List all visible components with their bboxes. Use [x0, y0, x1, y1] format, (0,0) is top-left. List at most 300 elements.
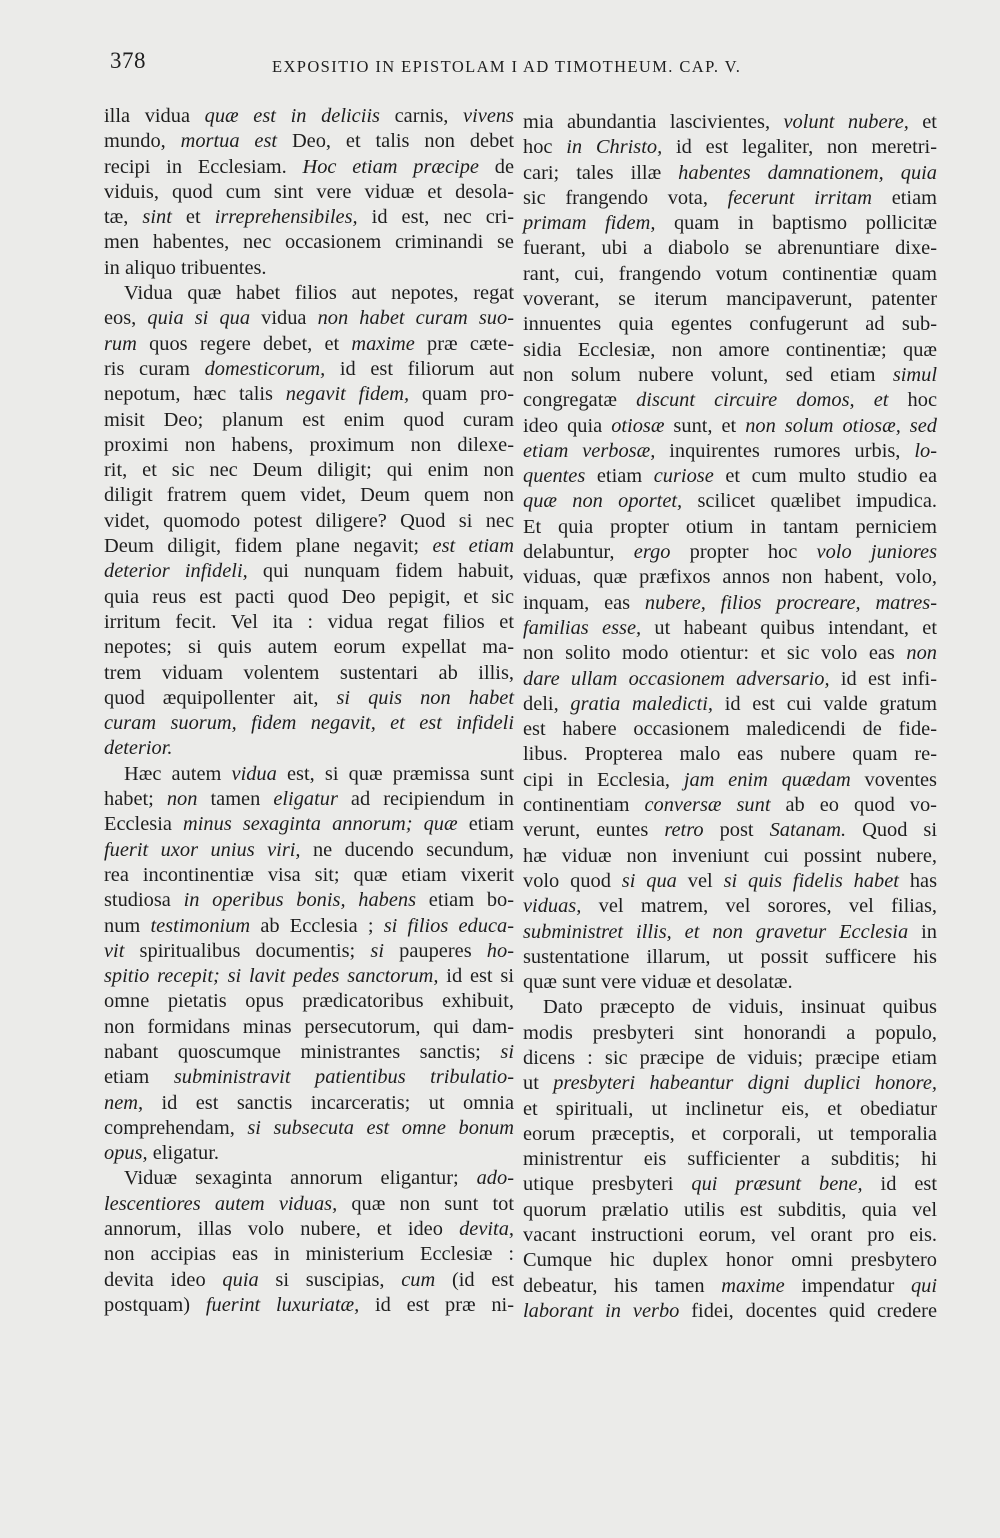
italic-segment: ergo	[633, 541, 671, 564]
text-line	[523, 995, 937, 1020]
text-line	[104, 939, 514, 964]
text-line	[104, 408, 514, 433]
italic-segment: nem,	[104, 1091, 144, 1114]
italic-segment: vidua	[231, 762, 277, 785]
text-segment: congregatæ	[523, 389, 637, 412]
text-segment: nepotes; si quis autem eorum expellat ma-	[104, 636, 514, 659]
text-segment: fuerant, ubi a diabolo se abrenuntiare dixe-	[523, 237, 937, 260]
italic-segment: habentes damnationem, quia	[678, 161, 937, 184]
text-segment: non solito modo otientur: et sic volo eas	[523, 642, 907, 665]
text-line	[523, 945, 937, 970]
italic-segment: curam suorum, fidem negavit, et est infideli	[104, 712, 514, 735]
text-line	[104, 483, 514, 508]
italic-segment: eligatur	[273, 788, 338, 811]
text-segment: annorum, illas volo nubere, et ideo	[104, 1218, 460, 1241]
text-line	[523, 439, 937, 464]
text-line	[104, 1268, 514, 1293]
text-line	[523, 768, 937, 793]
text-segment: quia reus est pacti quod Deo pepigit, et sic	[104, 585, 514, 608]
text-segment: quam in baptismo pollicitæ	[655, 212, 937, 235]
text-segment: quos regere debet, et	[136, 332, 352, 355]
italic-segment: qui præsunt bene,	[691, 1173, 863, 1196]
italic-segment: maxime	[721, 1274, 785, 1297]
text-segment: Cumque hic duplex honor omni presbytero	[523, 1249, 937, 1272]
text-line	[523, 464, 937, 489]
text-segment: præ cæte-	[414, 332, 514, 355]
text-line	[523, 1147, 937, 1172]
italic-segment: Hoc etiam præcipe	[302, 155, 479, 178]
text-segment: in	[908, 920, 937, 943]
text-line	[523, 1097, 937, 1122]
text-segment: verunt, euntes	[523, 819, 665, 842]
text-line	[104, 1217, 514, 1242]
italic-segment: non solum otiosæ, sed	[745, 414, 937, 437]
text-segment: propter hoc	[670, 541, 817, 564]
text-line	[523, 818, 937, 843]
text-line	[523, 616, 937, 641]
text-line	[104, 1192, 514, 1217]
text-line	[104, 281, 514, 306]
italic-segment: rum	[104, 332, 137, 355]
italic-segment: dare ullam occasionem adversario,	[523, 667, 830, 690]
text-segment: scilicet quælibet impudica.	[682, 490, 938, 513]
text-segment: Quod si	[846, 819, 938, 842]
italic-segment: minus sexaginta annorum; quæ	[183, 813, 458, 836]
text-segment: proximi non habens, proximum non dilexe-	[104, 433, 514, 456]
text-line	[104, 635, 514, 660]
text-segment: vidua	[250, 307, 318, 330]
italic-segment: nubere, filios procreare, matres-	[644, 591, 937, 614]
text-segment: comprehendam,	[104, 1116, 248, 1139]
italic-segment: vivens	[463, 105, 514, 127]
text-line	[104, 180, 514, 205]
text-segment: devita ideo	[104, 1268, 223, 1291]
text-line	[104, 509, 514, 534]
text-segment: est, si quæ præmissa sunt	[276, 762, 514, 785]
italic-segment: fuerit uxor unius viri,	[104, 838, 301, 861]
text-line	[523, 540, 937, 565]
text-segment: voverant, se iterum mancipaverunt, patenter	[523, 288, 937, 311]
text-line	[104, 1015, 514, 1040]
text-line	[523, 717, 937, 742]
italic-segment: in Christo,	[566, 136, 663, 159]
text-line	[523, 489, 937, 514]
text-segment: postquam)	[104, 1293, 206, 1316]
italic-segment: maxime	[351, 332, 415, 355]
text-line	[104, 332, 514, 357]
italic-segment: lo-	[914, 439, 937, 462]
italic-segment: testimonium	[150, 914, 251, 937]
text-line	[104, 610, 514, 635]
text-line	[523, 920, 937, 945]
text-segment: nepotum, hæc talis	[104, 383, 286, 406]
text-line	[104, 914, 514, 939]
text-segment: etiam	[871, 186, 937, 209]
italic-segment: fecerunt irritam	[727, 186, 872, 209]
text-segment: ministrentur eis sufficienter a subditis; hi	[523, 1148, 937, 1171]
text-line	[104, 1040, 514, 1065]
text-line	[523, 110, 937, 135]
text-segment: utique presbyteri	[523, 1173, 692, 1196]
text-segment: hæ viduæ non inveniunt cui possint nubere,	[523, 844, 937, 867]
text-line	[104, 686, 514, 711]
italic-segment: est etiam	[432, 535, 514, 558]
text-segment: hoc	[888, 389, 937, 412]
italic-segment: non	[166, 788, 198, 811]
text-segment: etiam	[457, 813, 514, 836]
text-segment: eos,	[104, 307, 148, 330]
text-line	[523, 1021, 937, 1046]
italic-segment: subministret illis, et non gravetur Ecclesia	[523, 920, 909, 943]
text-segment: id est cui valde gratum	[712, 692, 937, 715]
text-line	[523, 894, 937, 919]
text-line	[104, 205, 514, 230]
text-line	[523, 1198, 937, 1223]
text-segment: quæ non sunt tot	[337, 1192, 514, 1215]
text-line	[104, 433, 514, 458]
text-line	[523, 135, 937, 160]
text-segment: sidia Ecclesiæ, non amore continentiæ; quæ	[523, 338, 937, 361]
text-line	[523, 211, 937, 236]
italic-segment: si quis non habet	[336, 686, 514, 709]
text-segment: id est, nec cri-	[357, 206, 514, 229]
text-line	[104, 306, 514, 331]
text-segment: in aliquo tribuentes.	[104, 256, 267, 279]
italic-segment: ho-	[486, 939, 514, 962]
text-segment: non solum nubere volunt, sed etiam	[523, 363, 893, 386]
text-segment: id est infi-	[829, 667, 937, 690]
text-segment: has	[898, 869, 938, 892]
italic-segment: si	[500, 1040, 514, 1063]
italic-segment: non	[906, 642, 937, 665]
text-segment: non formidans minas persecutorum, qui dam-	[104, 1015, 514, 1038]
text-line	[523, 667, 937, 692]
text-segment: rit, et sic nec Deum diligit; qui enim non	[104, 459, 514, 482]
text-segment: videt, quomodo potest diligere? Quod si nec	[104, 509, 514, 532]
text-segment: Viduæ sexaginta annorum eligantur;	[124, 1167, 477, 1190]
italic-segment: presbyteri habeantur digni duplici honore,	[553, 1072, 937, 1095]
text-segment: voventes	[850, 768, 937, 791]
text-segment: sustentatione illarum, ut possit sufficere his	[523, 945, 937, 968]
text-segment: ab Ecclesia ;	[250, 914, 384, 937]
text-segment: inquirentes rumores urbis,	[655, 439, 915, 462]
text-segment: Ecclesia	[104, 813, 184, 836]
text-segment: qui nunquam fidem habuit,	[247, 560, 514, 583]
italic-segment: cum	[401, 1268, 436, 1291]
text-segment: omne pietatis opus prædicatoribus exhibuit,	[104, 990, 514, 1013]
italic-segment: lescentiores autem viduas,	[104, 1192, 338, 1215]
text-segment: etiam	[104, 1066, 174, 1089]
text-line	[104, 1091, 514, 1116]
text-line	[523, 1046, 937, 1071]
text-segment: ut habeant quibus intendant, et	[641, 616, 937, 639]
text-segment: et	[171, 206, 215, 229]
text-segment: sunt, et	[664, 414, 746, 437]
text-line	[523, 970, 937, 995]
text-segment: est habere occasionem maledicendi de fide-	[523, 718, 937, 741]
italic-segment: conversæ sunt	[644, 794, 771, 817]
text-segment: mia abundantia lascivientes,	[523, 111, 784, 133]
italic-segment: viduas,	[523, 895, 582, 918]
text-segment: id est legaliter, non meretri-	[662, 136, 938, 159]
text-segment: viduis, quod cum sint vere viduæ et desola-	[104, 180, 514, 203]
text-line	[104, 989, 514, 1014]
text-segment: nabant quoscumque ministrantes sanctis;	[104, 1040, 501, 1063]
italic-segment: quia	[222, 1268, 259, 1291]
text-segment: modis presbyteri sint honorandi a populo,	[523, 1021, 937, 1044]
text-segment: de	[478, 155, 514, 178]
text-line	[523, 414, 937, 439]
text-line	[523, 161, 937, 186]
italic-segment: devita,	[459, 1218, 514, 1241]
text-segment: studiosa	[104, 889, 184, 912]
text-segment: diligit fratrem quem videt, Deum quem non	[104, 484, 514, 507]
text-line	[104, 711, 514, 736]
text-segment: tæ,	[104, 206, 143, 229]
text-segment: id est præ ni-	[359, 1293, 514, 1316]
text-segment: inquam, eas	[523, 591, 645, 614]
text-line	[104, 382, 514, 407]
right-text-column	[523, 110, 937, 1324]
text-line	[104, 787, 514, 812]
italic-segment: qui	[910, 1274, 938, 1297]
text-segment: deli,	[523, 692, 571, 715]
text-segment: quam pro-	[409, 383, 515, 406]
text-segment: habet;	[104, 788, 167, 811]
text-line	[523, 1274, 937, 1299]
italic-segment: spitio recepit; si lavit pedes sanctorum,	[104, 965, 439, 988]
text-segment: eorum præceptis, et corporali, ut temporalia	[523, 1122, 937, 1145]
text-segment: ut	[523, 1072, 554, 1095]
text-segment: cari; tales illæ	[523, 161, 679, 184]
italic-segment: fuerint luxuriatæ,	[205, 1293, 360, 1316]
italic-segment: volunt nubere,	[783, 111, 909, 133]
text-segment: viduas, quæ præfixos annos non habent, volo,	[523, 566, 937, 589]
italic-segment: jam enim quædam	[683, 768, 851, 791]
italic-segment: Satanam.	[769, 819, 847, 842]
text-line	[104, 762, 514, 787]
text-segment: vel matrem, vel sorores, vel filias,	[581, 895, 937, 918]
text-segment: ris curam	[104, 357, 205, 380]
text-segment: Vidua quæ habet filios aut nepotes, regat	[124, 282, 514, 305]
italic-segment: opus,	[104, 1142, 148, 1165]
italic-segment: quia si qua	[147, 307, 251, 330]
text-line	[523, 236, 937, 261]
text-segment: illa vidua	[104, 105, 205, 127]
text-line	[104, 812, 514, 837]
italic-segment: quentes	[523, 465, 586, 488]
text-segment: id est	[862, 1173, 937, 1196]
italic-segment: sint	[142, 206, 172, 229]
text-line	[104, 736, 514, 761]
italic-segment: discunt circuire domos, et	[636, 389, 889, 412]
text-segment: volo quod	[523, 869, 622, 892]
text-segment: quæ sunt vere viduæ et desolatæ.	[523, 971, 793, 994]
text-line	[523, 338, 937, 363]
italic-segment: etiam verbosæ,	[523, 439, 656, 462]
text-segment: Hæc autem	[124, 762, 232, 785]
italic-segment: ado-	[476, 1167, 514, 1190]
text-segment: mundo,	[104, 130, 181, 153]
text-segment: et cum multo studio ea	[713, 465, 938, 488]
italic-segment: negavit fidem,	[285, 383, 410, 406]
text-segment: sic frangendo vota,	[523, 186, 728, 209]
text-line	[104, 1065, 514, 1090]
text-segment: ab eo quod vo-	[770, 794, 937, 817]
text-segment: ne ducendo secundum,	[300, 838, 514, 861]
text-segment: ad recipiendum in	[337, 788, 514, 811]
italic-segment: si	[370, 939, 384, 962]
text-line	[523, 1172, 937, 1197]
text-segment: num	[104, 914, 151, 937]
italic-segment: simul	[892, 363, 937, 386]
text-line	[523, 869, 937, 894]
text-line	[104, 838, 514, 863]
text-segment: vel	[676, 869, 724, 892]
text-line	[104, 129, 514, 154]
italic-segment: non habet curam suo-	[317, 307, 514, 330]
italic-segment: otiosæ	[611, 414, 665, 437]
text-line	[104, 1166, 514, 1191]
text-segment: ideo quia	[523, 414, 612, 437]
italic-segment: retro	[664, 819, 704, 842]
text-segment: hoc	[523, 136, 567, 159]
text-line	[104, 534, 514, 559]
text-line	[104, 357, 514, 382]
text-segment: carnis,	[379, 105, 464, 127]
text-segment: quorum prælatio utilis est subditis, quia vel	[523, 1198, 937, 1221]
text-segment: Dato præcepto de viduis, insinuat quibus	[543, 996, 937, 1019]
text-segment: libus. Propterea malo eas nubere quam re-	[523, 743, 937, 766]
text-line	[523, 1122, 937, 1147]
italic-segment: gratia maledicti,	[570, 692, 713, 715]
text-line	[104, 863, 514, 888]
text-segment: vacant instructioni eorum, vel orant pro eis.	[523, 1224, 937, 1247]
italic-segment: subministravit patientibus tribulatio-	[173, 1066, 514, 1089]
text-segment: impendatur	[784, 1274, 911, 1297]
italic-segment: in operibus bonis, habens	[183, 889, 417, 912]
italic-segment: si qua	[621, 869, 677, 892]
text-line	[104, 230, 514, 255]
text-line	[523, 565, 937, 590]
text-line	[104, 585, 514, 610]
text-line	[104, 1293, 514, 1318]
text-segment: eligatur.	[147, 1142, 219, 1165]
text-line	[523, 186, 937, 211]
text-segment: Deum diligit, fidem plane negavit;	[104, 535, 433, 558]
text-line	[104, 256, 514, 281]
running-head: EXPOSITIO IN EPISTOLAM I AD TIMOTHEUM. CAP. V.	[272, 57, 742, 76]
text-segment: rant, cui, frangendo votum continentiæ quam	[523, 262, 937, 285]
italic-segment: irreprehensibiles,	[214, 206, 358, 229]
text-line	[523, 287, 937, 312]
text-line	[523, 312, 937, 337]
text-line	[104, 1116, 514, 1141]
text-segment: rea incontinentiæ visa sit; quæ etiam vixerit	[104, 863, 514, 886]
text-line	[523, 1248, 937, 1273]
text-line	[523, 1071, 937, 1096]
text-segment: irritum fecit. Vel ita : vidua regat filios et	[104, 610, 514, 633]
text-line	[104, 104, 514, 129]
italic-segment: curiose	[653, 465, 714, 488]
text-segment: pauperes	[384, 939, 487, 962]
text-segment: continentiam	[523, 794, 645, 817]
text-segment: Et quia propter otium in tantam perniciem	[523, 515, 937, 538]
text-segment: innuentes quia egentes confugerunt ad sub-	[523, 313, 937, 336]
left-text-column	[104, 104, 514, 1318]
italic-segment: quæ est in deliciis	[204, 105, 380, 127]
text-segment: et spirituali, ut inclinetur eis, et obediatur	[523, 1097, 937, 1120]
text-segment: id est filiorum aut	[325, 357, 514, 380]
italic-segment: primam fidem,	[523, 212, 656, 235]
text-line	[523, 262, 937, 287]
text-segment: cipi in Ecclesia,	[523, 768, 684, 791]
italic-segment: si quis fidelis habet	[723, 869, 899, 892]
text-line	[523, 1223, 937, 1248]
italic-segment: volo juniores	[816, 541, 938, 564]
text-segment: (id est	[435, 1268, 515, 1291]
text-segment: debeatur, his tamen	[523, 1274, 722, 1297]
text-segment: dicens : sic præcipe de viduis; præcipe etiam	[523, 1046, 937, 1069]
text-line	[104, 964, 514, 989]
text-segment: men habentes, nec occasionem criminandi se	[104, 231, 514, 254]
text-segment: spiritualibus documentis;	[124, 939, 371, 962]
text-segment: delabuntur,	[523, 541, 634, 564]
text-segment: trem viduam volentem sustentari ab illis,	[104, 661, 514, 684]
text-segment: etiam	[585, 465, 654, 488]
italic-segment: vit	[104, 939, 125, 962]
text-line	[523, 793, 937, 818]
text-line	[104, 1242, 514, 1267]
text-segment: tamen	[197, 788, 274, 811]
text-line	[523, 515, 937, 540]
text-line	[104, 458, 514, 483]
italic-segment: laborant in verbo	[523, 1299, 680, 1322]
text-segment: et	[908, 111, 937, 133]
text-segment: recipi in Ecclesiam.	[104, 155, 303, 178]
text-segment: id est sanctis incarceratis; ut omnia	[143, 1091, 514, 1114]
text-line	[104, 1141, 514, 1166]
text-line	[104, 559, 514, 584]
text-line	[523, 388, 937, 413]
text-line	[523, 692, 937, 717]
italic-segment: si subsecuta est omne bonum	[247, 1116, 515, 1139]
text-line	[523, 363, 937, 388]
text-segment: si suscipias,	[258, 1268, 402, 1291]
italic-segment: deterior.	[104, 737, 173, 760]
italic-segment: domesticorum,	[204, 357, 326, 380]
text-segment: quod æquipollenter ait,	[104, 686, 337, 709]
italic-segment: familias esse,	[523, 616, 642, 639]
text-line	[523, 844, 937, 869]
text-line	[104, 888, 514, 913]
italic-segment: deterior infideli,	[104, 560, 248, 583]
text-segment: id est si	[438, 965, 515, 988]
text-line	[104, 155, 514, 180]
text-line	[104, 661, 514, 686]
italic-segment: quæ non oportet,	[523, 490, 683, 513]
text-segment: misit Deo; planum est enim quod curam	[104, 408, 514, 431]
italic-segment: mortua est	[180, 130, 278, 153]
text-line	[523, 1299, 937, 1324]
text-segment: non accipias eas in ministerium Ecclesiæ :	[104, 1243, 514, 1266]
text-line	[523, 742, 937, 767]
text-line	[523, 591, 937, 616]
text-segment: Deo, et talis non debet	[277, 130, 514, 153]
text-segment: etiam bo-	[416, 889, 515, 912]
text-segment: fidei, docentes quid credere	[679, 1299, 937, 1322]
italic-segment: si filios educa-	[383, 914, 514, 937]
